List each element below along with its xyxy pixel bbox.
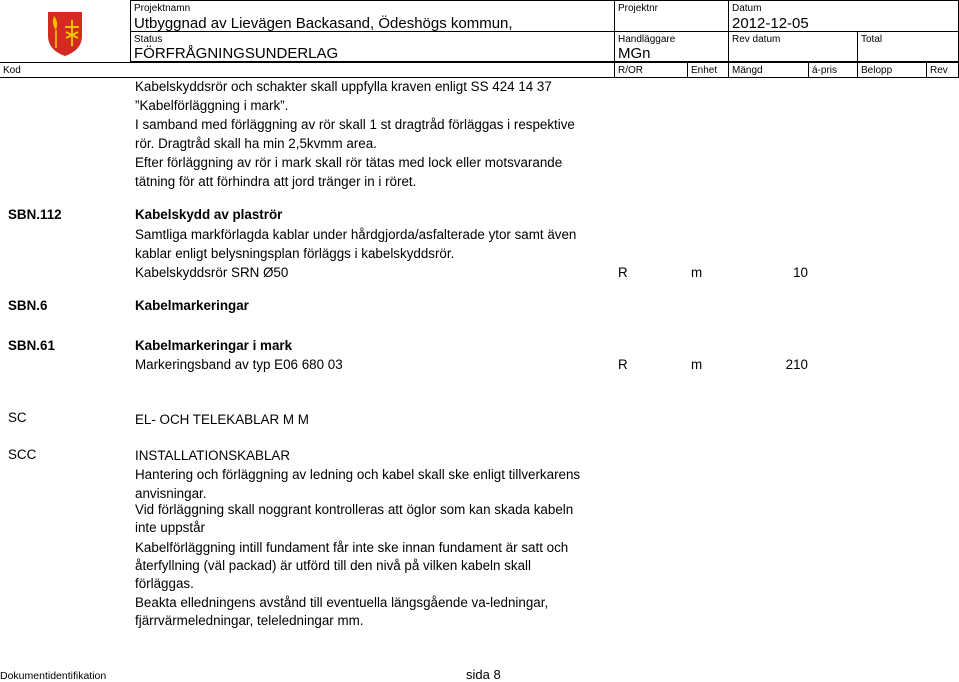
- section-code: SC: [8, 410, 27, 425]
- section-line: inte uppstår: [135, 520, 205, 535]
- item-enhet: m: [691, 265, 703, 280]
- document-header: [0, 0, 959, 78]
- intro-line: Efter förläggning av rör i mark skall rör tätas med lock eller motsvarande: [135, 155, 563, 170]
- intro-line: I samband med förläggning av rör skall 1 st dragtråd förläggas i respektive: [135, 117, 575, 132]
- revdatum-label: Rev datum: [732, 34, 781, 45]
- section-title: Kabelmarkeringar: [135, 298, 249, 313]
- section-line: Kabelförläggning intill fundament får inte ske innan fundament är satt och: [135, 540, 569, 555]
- total-label: Total: [861, 34, 883, 45]
- section-title: Kabelmarkeringar i mark: [135, 338, 293, 353]
- coat-of-arms-icon: [45, 10, 85, 58]
- col-kod: Kod: [3, 65, 21, 76]
- section-line: kablar enligt belysningsplan förläggs i kabelskyddsrör.: [135, 246, 455, 261]
- date-value: 2012-12-05: [732, 15, 809, 32]
- status-value: FÖRFRÅGNINGSUNDERLAG: [134, 45, 339, 62]
- doc-id-label: Dokumentidentifikation: [0, 670, 107, 682]
- section-line: förläggas.: [135, 576, 194, 591]
- section-code: SBN.6: [8, 298, 48, 313]
- section-line: anvisningar.: [135, 486, 207, 501]
- section-line: Samtliga markförlagda kablar under hårdgjorda/asfalterade ytor samt även: [135, 227, 577, 242]
- item-ror: R: [618, 265, 628, 280]
- datum-label: Datum: [732, 3, 762, 14]
- project-name: Utbyggnad av Lievägen Backasand, Ödeshögs kommun,: [134, 15, 513, 32]
- item-text: Markeringsband av typ E06 680 03: [135, 357, 343, 372]
- section-code: SBN.112: [8, 207, 62, 222]
- section-line: Beakta elledningens avstånd till eventuella längsgående va-ledningar,: [135, 595, 549, 610]
- col-apris: á-pris: [812, 65, 838, 76]
- col-mangd: Mängd: [732, 65, 763, 76]
- projektnr-label: Projektnr: [618, 3, 659, 14]
- section-line: Vid förläggning skall noggrant kontrolleras att öglor som kan skada kabeln: [135, 502, 574, 517]
- section-code: SBN.61: [8, 338, 55, 353]
- section-line: fjärrvärmeledningar, teleledningar mm.: [135, 613, 364, 628]
- projektnamn-label: Projektnamn: [134, 3, 191, 14]
- col-belopp: Belopp: [861, 65, 893, 76]
- item-ror: R: [618, 357, 628, 372]
- intro-line: rör. Dragtråd skall ha min 2,5kvmm area.: [135, 136, 377, 151]
- item-mangd: 210: [785, 357, 808, 372]
- section-title: INSTALLATIONSKABLAR: [135, 448, 291, 463]
- handlaggare-value: MGn: [618, 45, 651, 62]
- handlaggare-label: Handläggare: [618, 34, 676, 45]
- section-code: SCC: [8, 447, 37, 462]
- section-title: Kabelskydd av plaströr: [135, 207, 283, 222]
- intro-line: ”Kabelförläggning i mark”.: [135, 98, 289, 113]
- item-enhet: m: [691, 357, 703, 372]
- item-mangd: 10: [793, 265, 808, 280]
- col-ror: R/OR: [618, 65, 643, 76]
- col-rev: Rev: [930, 65, 948, 76]
- col-enhet: Enhet: [691, 65, 718, 76]
- section-line: Hantering och förläggning av ledning och kabel skall ske enligt tillverkarens: [135, 467, 581, 482]
- item-text: Kabelskyddsrör SRN Ø50: [135, 265, 289, 280]
- status-label: Status: [134, 34, 163, 45]
- section-title: EL- OCH TELEKABLAR M M: [135, 412, 309, 427]
- intro-line: tätning för att förhindra att jord tränger in i röret.: [135, 174, 417, 189]
- section-line: återfyllning (väl packad) är utförd till den nivå på vilken kabeln skall: [135, 558, 531, 573]
- intro-line: Kabelskyddsrör och schakter skall uppfylla kraven enligt SS 424 14 37: [135, 79, 552, 94]
- page-number: sida 8: [466, 667, 501, 682]
